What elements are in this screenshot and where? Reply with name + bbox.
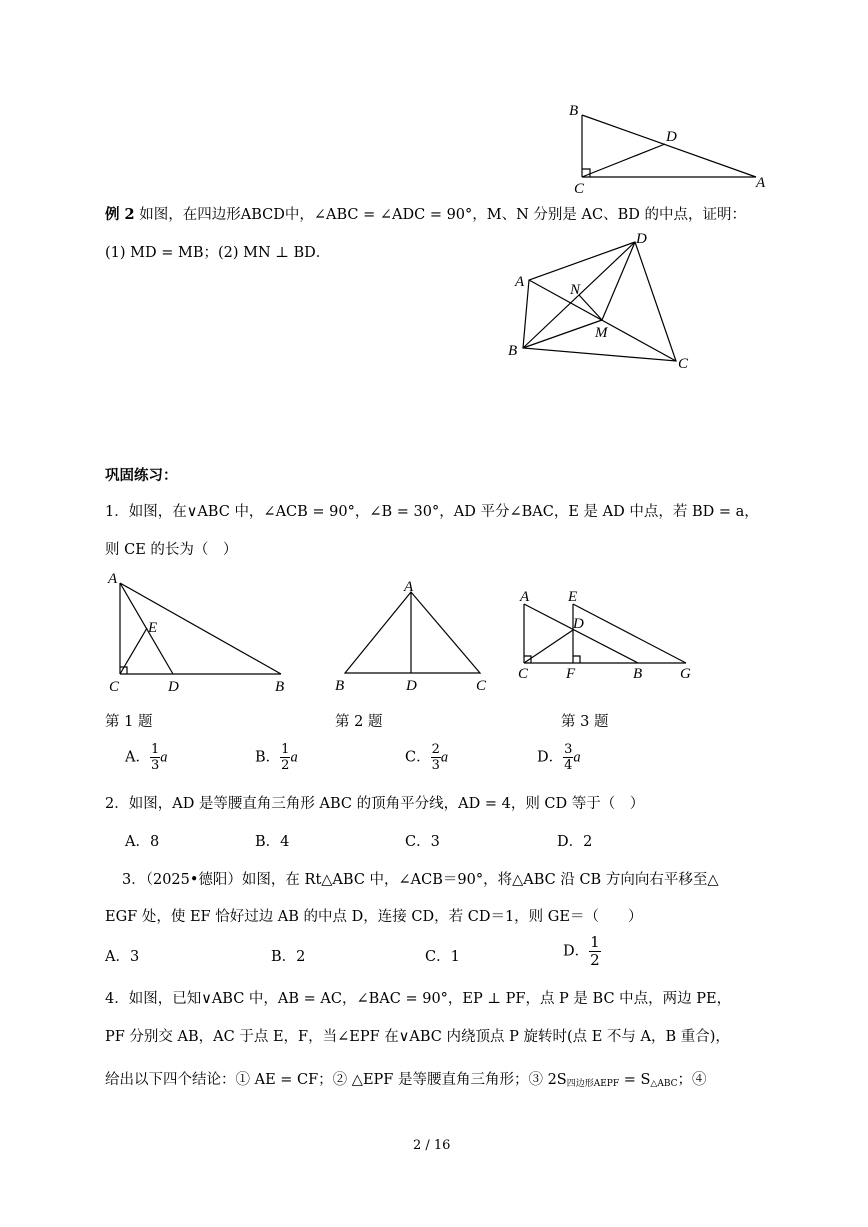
q1-option-b: B． $\frac{1}{2}$ a	[255, 742, 298, 773]
example-label: 例 2	[105, 206, 135, 223]
q4-line3: 给出以下四个结论：① AE = CF；② △EPF 是等腰直角三角形；③ $2S_{四边形AEPF} = S_{\triangle ABC}$；④	[105, 1072, 707, 1089]
q3-option-c: C．1	[425, 949, 460, 965]
example-2-line2: (1) MD = MB；(2) MN ⊥ BD．	[105, 245, 331, 261]
point-label: E	[568, 589, 578, 605]
point-label: C	[109, 679, 120, 695]
figure-q2	[330, 570, 500, 695]
point-label: B	[508, 343, 518, 359]
point-label: E	[148, 620, 158, 636]
point-label: M	[595, 325, 608, 341]
point-label: C	[476, 678, 487, 694]
point-label: A	[404, 579, 414, 595]
point-label: C	[518, 666, 529, 682]
point-label: D	[636, 231, 647, 247]
point-label: N	[570, 282, 581, 298]
fraction: $\frac{1}{2}$	[590, 933, 600, 969]
point-label: D	[573, 616, 584, 632]
point-label: B	[569, 103, 579, 119]
point-label: B	[633, 666, 643, 682]
figure-caption-3: 第 3 题	[561, 714, 609, 730]
fraction: $\frac{2}{3}$	[431, 742, 440, 773]
point-label: D	[406, 678, 417, 694]
q2-option-b: B．4	[255, 834, 290, 850]
point-label: B	[335, 678, 345, 694]
point-label: D	[168, 679, 179, 695]
page-number: 2 / 16	[413, 1138, 451, 1153]
q1-option-c: C． $\frac{2}{3}$ a	[405, 742, 449, 773]
figure-caption-2: 第 2 题	[335, 714, 383, 730]
figure-q1	[100, 570, 300, 695]
fraction: $\frac{1}{3}$	[150, 742, 160, 773]
q1-option-a: A． $\frac{1}{3}$ a	[125, 742, 168, 773]
q2-option-c: C．3	[405, 834, 440, 850]
point-label: B	[275, 679, 285, 695]
figure-q3	[510, 580, 710, 690]
point-label: A	[108, 571, 118, 587]
q3-option-a: A．3	[105, 949, 140, 965]
practice-title: 巩固练习：	[105, 467, 178, 484]
figure-quadrilateral	[505, 225, 705, 375]
fraction: $\frac{1}{2}$	[281, 742, 290, 773]
fraction: $\frac{3}{4}$	[564, 742, 573, 773]
q2-option-d: D．2	[557, 834, 593, 850]
q1-option-d: D． $\frac{3}{4}$ a	[537, 742, 581, 773]
q1-line2: 则 CE 的长为（ ）	[105, 542, 238, 558]
q3-line1: 3．（2025•德阳）如图，在 Rt△ABC 中，∠ACB＝90°，将△ABC 沿 CB 方向向右平移至△	[122, 872, 719, 888]
figure-right-triangle-top	[560, 95, 790, 195]
point-label: A	[520, 589, 530, 605]
example-text: 如图，在四边形ABCD中，∠ABC = ∠ADC = 90°，M、N 分别是 AC、BD 的中点，证明：	[139, 207, 746, 223]
figure-caption-1: 第 1 题	[105, 714, 153, 730]
q2-text: 2．如图，AD 是等腰直角三角形 ABC 的顶角平分线，AD = 4，则 CD 等于（ ）	[105, 796, 645, 812]
q3-option-b: B．2	[271, 949, 306, 965]
point-label: G	[680, 666, 691, 682]
q3-line2: EGF 处，使 EF 恰好过边 AB 的中点 D，连接 CD，若 CD＝1，则 GE＝（ ）	[105, 909, 643, 925]
point-label: D	[666, 129, 677, 145]
q4-line2: PF 分别交 AB，AC 于点 E，F，当∠EPF 在∨ABC 内绕顶点 P 旋转时(点 E 不与 A，B 重合)，	[105, 1029, 730, 1045]
q4-line1: 4．如图，已知∨ABC 中，AB = AC，∠BAC = 90°，EP ⊥ PF，点 P 是 BC 中点，两边 PE，	[105, 991, 732, 1007]
q3-option-d: D． $\frac{1}{2}$	[563, 933, 600, 969]
point-label: F	[566, 666, 576, 682]
point-label: C	[574, 181, 585, 197]
point-label: A	[515, 274, 525, 290]
point-label: A	[756, 175, 766, 191]
q2-option-a: A．8	[125, 834, 160, 850]
example-2-line1	[105, 203, 746, 224]
point-label: C	[678, 356, 689, 372]
q1-line1: 1．如图，在∨ABC 中，∠ACB = 90°，∠B = 30°，AD 平分∠BAC，E 是 AD 中点，若 BD = a，	[105, 504, 759, 520]
